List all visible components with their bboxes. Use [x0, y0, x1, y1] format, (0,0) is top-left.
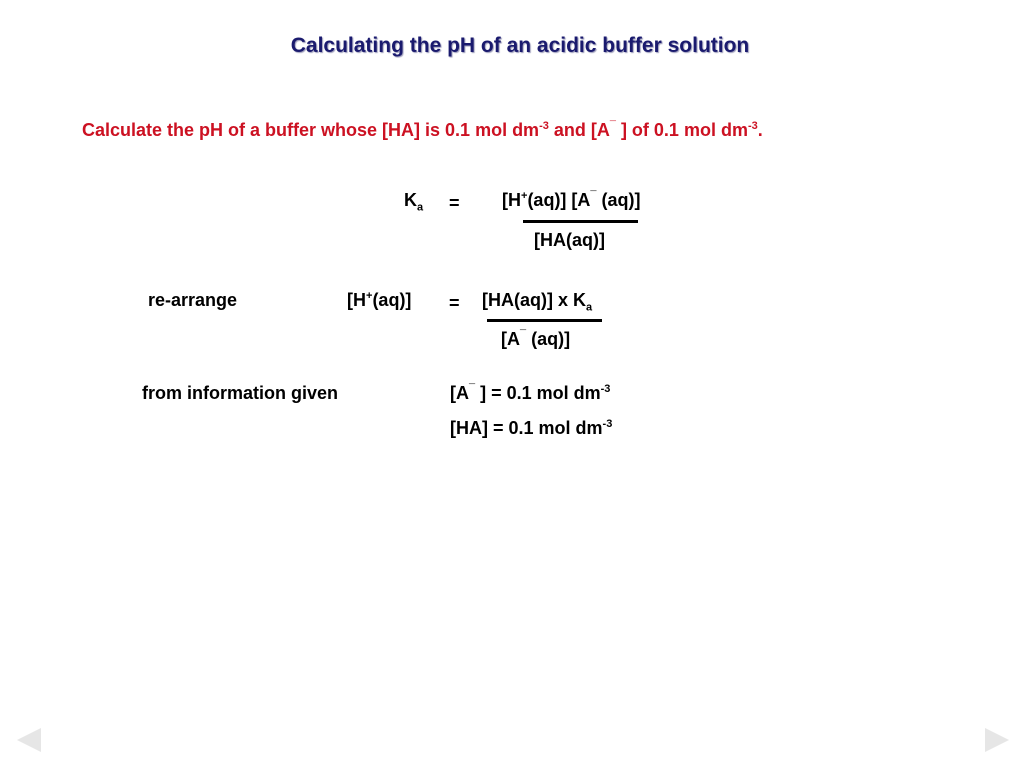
- ka-equals: =: [449, 193, 460, 213]
- ka-denominator: [HA(aq)]: [534, 230, 605, 250]
- h-plus-lhs: [H+(aq)]: [347, 290, 412, 310]
- triangle-left-icon[interactable]: [17, 728, 41, 752]
- rearrange-numerator: [HA(aq)] x $K_a$: [482, 290, 593, 314]
- triangle-right-icon[interactable]: [985, 728, 1009, 752]
- rearrange-fraction-bar: [487, 319, 602, 322]
- rearrange-denominator: [A¯ (aq)]: [501, 329, 571, 349]
- slide-title: Calculating the pH of an acidic buffer solution: [290, 34, 750, 57]
- given-label: from information given: [142, 383, 339, 403]
- ka-fraction-bar: [523, 220, 638, 223]
- rearrange-equals: =: [449, 293, 460, 313]
- given-ha-concentration: [HA] = 0.1 mol $dm^{-3}$: [450, 418, 613, 438]
- question-text: Calculate the pH of a buffer whose [HA] is 0.1 mol $dm^{-3}$ and [A¯ ] of 0.1 mol $dm^{-3}$.: [82, 120, 763, 140]
- given-a-minus-concentration: [A¯ ] = 0.1 mol $dm^{-3}$: [450, 383, 611, 403]
- rearrange-label: re-arrange: [148, 290, 238, 310]
- ka-numerator: [H+(aq)] [A¯ (aq)]: [502, 190, 641, 210]
- ka-symbol: $K_a$: [404, 190, 424, 214]
